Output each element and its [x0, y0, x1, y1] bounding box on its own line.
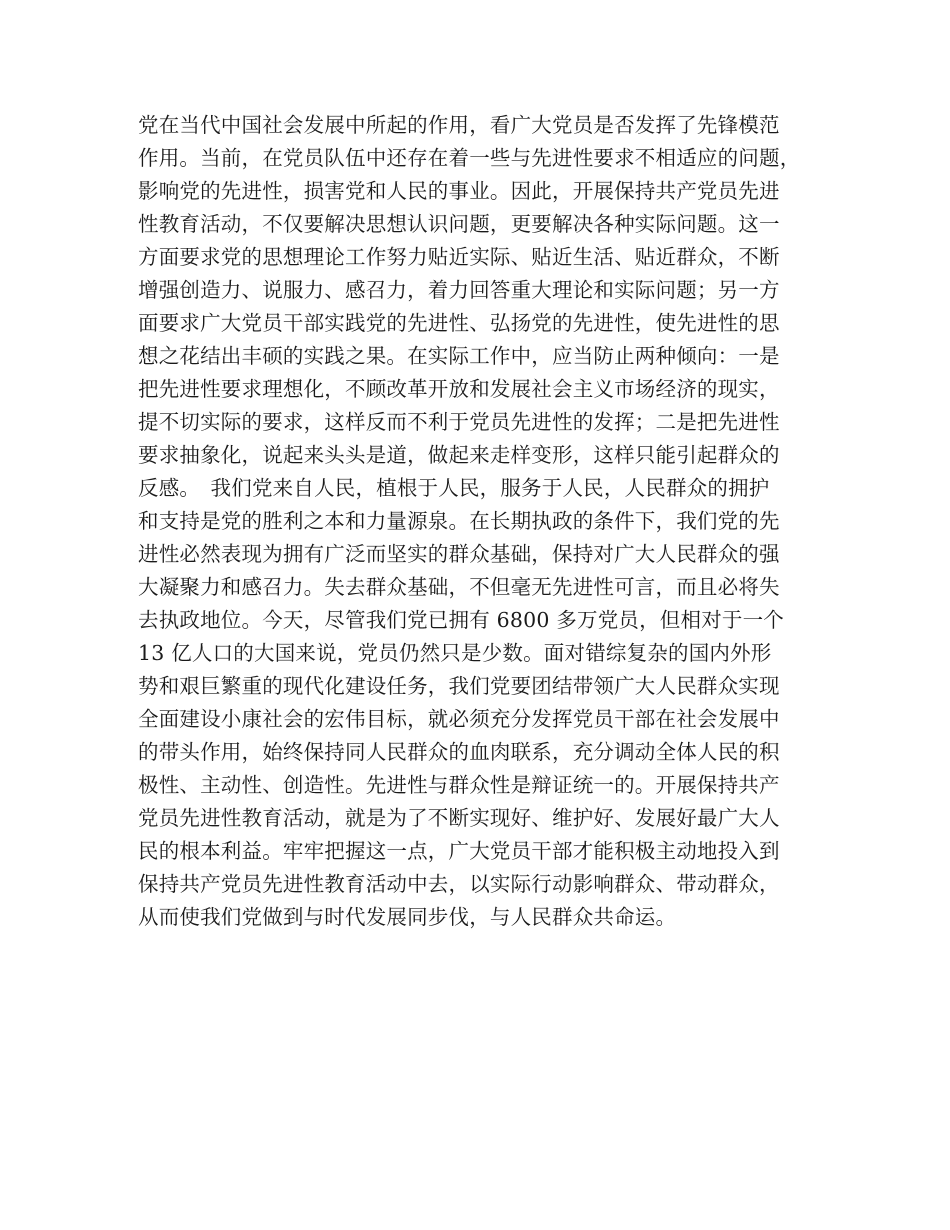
text-line: 要求抽象化，说起来头头是道，做起来走样变形，这样只能引起群众的: [138, 443, 780, 467]
text-line: 全面建设小康社会的宏伟目标，就必须充分发挥党员干部在社会发展中: [138, 707, 780, 731]
text-line: 大凝聚力和感召力。失去群众基础，不但毫无先进性可言，而且必将失: [138, 575, 780, 599]
text-line: 和支持是党的胜利之本和力量源泉。在长期执政的条件下，我们党的先: [138, 509, 780, 533]
text-line: 势和艰巨繁重的现代化建设任务，我们党要团结带领广大人民群众实现: [138, 674, 780, 698]
text-line: 保持共产党员先进性教育活动中去，以实际行动影响群众、带动群众，: [138, 872, 780, 896]
text-line: 作用。当前，在党员队伍中还存在着一些与先进性要求不相适应的问题，: [138, 146, 801, 170]
text-line: 去执政地位。今天，尽管我们党已拥有 6800 多万党员，但相对于一个: [138, 608, 785, 632]
text-line: 反感。 我们党来自人民，植根于人民，服务于人民，人民群众的拥护: [138, 476, 770, 500]
text-line: 党员先进性教育活动，就是为了不断实现好、维护好、发展好最广大人: [138, 806, 780, 830]
text-line: 增强创造力、说服力、感召力，着力回答重大理论和实际问题；另一方: [138, 278, 780, 302]
text-line: 影响党的先进性，损害党和人民的事业。因此，开展保持共产党员先进: [138, 179, 780, 203]
text-line: 进性必然表现为拥有广泛而坚实的群众基础，保持对广大人民群众的强: [138, 542, 780, 566]
text-line: 极性、主动性、创造性。先进性与群众性是辩证统一的。开展保持共产: [138, 773, 780, 797]
text-line: 把先进性要求理想化，不顾改革开放和发展社会主义市场经济的现实，: [138, 377, 780, 401]
text-line: 想之花结出丰硕的实践之果。在实际工作中，应当防止两种倾向：一是: [138, 344, 780, 368]
text-line: 党在当代中国社会发展中所起的作用，看广大党员是否发挥了先锋模范: [138, 113, 780, 137]
text-line: 的带头作用，始终保持同人民群众的血肉联系，充分调动全体人民的积: [138, 740, 780, 764]
text-line: 方面要求党的思想理论工作努力贴近实际、贴近生活、贴近群众，不断: [138, 245, 780, 269]
text-line: 从而使我们党做到与时代发展同步伐，与人民群众共命运。: [138, 905, 677, 929]
text-line: 民的根本利益。牢牢把握这一点，广大党员干部才能积极主动地投入到: [138, 839, 780, 863]
text-line: 13 亿人口的大国来说，党员仍然只是少数。面对错综复杂的国内外形: [138, 641, 772, 665]
text-line: 面要求广大党员干部实践党的先进性、弘扬党的先进性，使先进性的思: [138, 311, 780, 335]
document-body: [138, 109, 828, 934]
text-line: 提不切实际的要求，这样反而不利于党员先进性的发挥；二是把先进性: [138, 410, 780, 434]
text-line: 性教育活动，不仅要解决思想认识问题，更要解决各种实际问题。这一: [138, 212, 780, 236]
